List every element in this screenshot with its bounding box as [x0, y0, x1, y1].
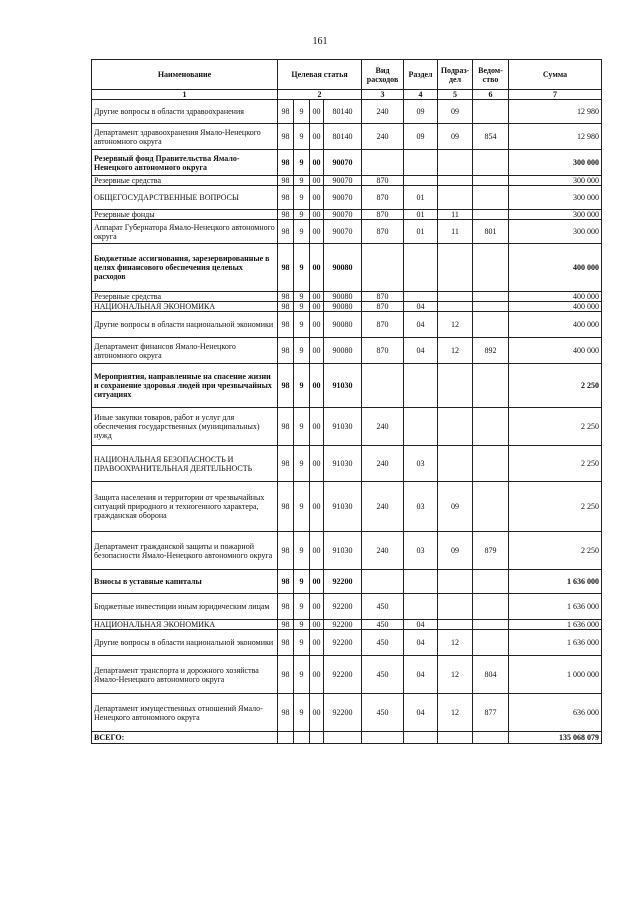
header-sum: Сумма: [509, 60, 602, 90]
row-name: НАЦИОНАЛЬНАЯ БЕЗОПАСНОСТЬ И ПРАВООХРАНИТЕЛЬНАЯ ДЕЯТЕЛЬНОСТЬ: [92, 446, 278, 482]
subsection-code: 12: [438, 312, 473, 338]
table-row: [92, 532, 602, 570]
subsection-code: [438, 594, 473, 620]
table-row: [92, 292, 602, 302]
section-code: [404, 570, 438, 594]
section-code: 04: [404, 620, 438, 630]
row-name: Иные закупки товаров, работ и услуг для обеспечения государственных (муниципальных) нужд: [92, 408, 278, 446]
table-row: [92, 620, 602, 630]
target-subprogram-code: 9: [294, 620, 310, 630]
target-program-code: 98: [278, 532, 294, 570]
expense-type-code: 870: [362, 312, 404, 338]
target-expense-code: 90070: [324, 186, 362, 210]
section-code: [404, 292, 438, 302]
total-row: [92, 732, 602, 744]
row-name: Взносы в уставные капиталы: [92, 570, 278, 594]
target-subprogram-code: 9: [294, 656, 310, 694]
target-expense-code: 92200: [324, 694, 362, 732]
department-code: [473, 186, 509, 210]
row-sum: 2 250: [509, 408, 602, 446]
table-row: [92, 124, 602, 150]
department-code: 801: [473, 220, 509, 244]
row-name: Бюджетные ассигнования, зарезервированные в целях финансового обеспечения целевых расходов: [92, 244, 278, 292]
row-name: Мероприятия, направленные на спасение жизни и сохранение здоровья людей при чрезвычайных ситуациях: [92, 364, 278, 408]
subsection-code: 09: [438, 532, 473, 570]
subsection-code: 09: [438, 482, 473, 532]
table-row: [92, 302, 602, 312]
table-row: [92, 338, 602, 364]
row-sum: 1 636 000: [509, 570, 602, 594]
target-direction-code: 00: [310, 244, 324, 292]
row-sum: 1 636 000: [509, 630, 602, 656]
subsection-code: 12: [438, 694, 473, 732]
target-direction-code: 00: [310, 176, 324, 186]
subsection-code: [438, 244, 473, 292]
row-sum: 300 000: [509, 186, 602, 210]
row-name: Защита населения и территории от чрезвычайных ситуаций природного и техногенного характера, гражданская оборона: [92, 482, 278, 532]
target-subprogram-code: 9: [294, 150, 310, 176]
target-direction-code: 00: [310, 100, 324, 124]
total-label: ВСЕГО:: [92, 732, 278, 744]
target-direction-code: 00: [310, 150, 324, 176]
expense-type-code: [362, 364, 404, 408]
target-program-code: 98: [278, 124, 294, 150]
subsection-code: [438, 408, 473, 446]
target-direction-code: 00: [310, 210, 324, 220]
target-program-code: 98: [278, 150, 294, 176]
target-expense-code: 91030: [324, 482, 362, 532]
section-code: [404, 364, 438, 408]
subsection-code: 11: [438, 210, 473, 220]
target-subprogram-code: 9: [294, 210, 310, 220]
row-name: НАЦИОНАЛЬНАЯ ЭКОНОМИКА: [92, 302, 278, 312]
column-number: 1: [92, 90, 278, 100]
subsection-code: [438, 186, 473, 210]
target-direction-code: 00: [310, 630, 324, 656]
target-program-code: 98: [278, 210, 294, 220]
expense-type-code: 870: [362, 292, 404, 302]
target-expense-code: 90070: [324, 220, 362, 244]
target-program-code: 98: [278, 292, 294, 302]
target-direction-code: 00: [310, 124, 324, 150]
row-name: Резервный фонд Правительства Ямало-Ненецкого автономного округа: [92, 150, 278, 176]
row-name: Департамент гражданской защиты и пожарной безопасности Ямало-Ненецкого автономного округа: [92, 532, 278, 570]
section-code: [404, 150, 438, 176]
table-row: [92, 100, 602, 124]
target-program-code: 98: [278, 244, 294, 292]
department-code: [473, 292, 509, 302]
target-direction-code: 00: [310, 292, 324, 302]
subsection-code: 11: [438, 220, 473, 244]
column-number: 7: [509, 90, 602, 100]
table-row: [92, 312, 602, 338]
header-department: Ведом-ство: [473, 60, 509, 90]
department-code: [473, 302, 509, 312]
department-code: [473, 630, 509, 656]
department-code: 854: [473, 124, 509, 150]
row-sum: 300 000: [509, 176, 602, 186]
target-direction-code: 00: [310, 482, 324, 532]
target-program-code: 98: [278, 594, 294, 620]
row-name: Резервные фонды: [92, 210, 278, 220]
row-sum: 2 250: [509, 364, 602, 408]
subsection-code: [438, 302, 473, 312]
column-number-row: [92, 90, 602, 100]
subsection-code: [438, 176, 473, 186]
table-row: [92, 244, 602, 292]
target-program-code: 98: [278, 482, 294, 532]
row-sum: 400 000: [509, 292, 602, 302]
expense-type-code: 870: [362, 176, 404, 186]
target-program-code: 98: [278, 364, 294, 408]
target-program-code: 98: [278, 408, 294, 446]
table-row: [92, 408, 602, 446]
page-number: 161: [312, 36, 328, 47]
target-subprogram-code: 9: [294, 186, 310, 210]
row-name: Бюджетные инвестиции иным юридическим лицам: [92, 594, 278, 620]
subsection-code: [438, 364, 473, 408]
target-expense-code: 92200: [324, 620, 362, 630]
header-target-article: Целевая статья: [278, 60, 362, 90]
row-sum: 400 000: [509, 338, 602, 364]
column-number: 3: [362, 90, 404, 100]
target-direction-code: 00: [310, 186, 324, 210]
section-code: 09: [404, 124, 438, 150]
row-sum: 400 000: [509, 302, 602, 312]
target-expense-code: 91030: [324, 408, 362, 446]
target-subprogram-code: 9: [294, 292, 310, 302]
subsection-code: [438, 620, 473, 630]
target-direction-code: 00: [310, 532, 324, 570]
target-expense-code: 90080: [324, 292, 362, 302]
table-row: [92, 150, 602, 176]
target-expense-code: 90080: [324, 312, 362, 338]
section-code: 01: [404, 186, 438, 210]
subsection-code: 12: [438, 630, 473, 656]
row-name: Департамент имущественных отношений Ямало-Ненецкого автономного округа: [92, 694, 278, 732]
row-name: Департамент здравоохранения Ямало-Ненецкого автономного округа: [92, 124, 278, 150]
target-subprogram-code: 9: [294, 532, 310, 570]
department-code: [473, 176, 509, 186]
header-row: [92, 60, 602, 90]
target-direction-code: 00: [310, 570, 324, 594]
target-expense-code: 91030: [324, 364, 362, 408]
expense-type-code: 450: [362, 694, 404, 732]
row-sum: 2 250: [509, 446, 602, 482]
target-direction-code: 00: [310, 338, 324, 364]
table-row: [92, 364, 602, 408]
section-code: 09: [404, 100, 438, 124]
section-code: 04: [404, 338, 438, 364]
expense-type-code: 240: [362, 124, 404, 150]
table-row: [92, 186, 602, 210]
target-program-code: 98: [278, 100, 294, 124]
total-sum: 135 068 079: [509, 732, 602, 744]
target-subprogram-code: 9: [294, 100, 310, 124]
target-program-code: 98: [278, 446, 294, 482]
expense-type-code: 240: [362, 100, 404, 124]
expense-type-code: [362, 150, 404, 176]
department-code: [473, 100, 509, 124]
target-expense-code: 80140: [324, 100, 362, 124]
target-subprogram-code: 9: [294, 482, 310, 532]
row-name: Департамент транспорта и дорожного хозяйства Ямало-Ненецкого автономного округа: [92, 656, 278, 694]
target-expense-code: 90080: [324, 244, 362, 292]
subsection-code: 12: [438, 656, 473, 694]
target-expense-code: 91030: [324, 532, 362, 570]
row-sum: 300 000: [509, 210, 602, 220]
row-sum: 2 250: [509, 532, 602, 570]
department-code: [473, 364, 509, 408]
expense-type-code: 240: [362, 532, 404, 570]
department-code: [473, 408, 509, 446]
target-program-code: 98: [278, 338, 294, 364]
target-direction-code: 00: [310, 312, 324, 338]
section-code: 04: [404, 694, 438, 732]
target-expense-code: 92200: [324, 630, 362, 656]
row-sum: 400 000: [509, 244, 602, 292]
target-expense-code: 91030: [324, 446, 362, 482]
subsection-code: 12: [438, 338, 473, 364]
row-sum: 1 000 000: [509, 656, 602, 694]
column-number: 5: [438, 90, 473, 100]
target-program-code: 98: [278, 630, 294, 656]
header-expense-type: Вид расходов: [362, 60, 404, 90]
expense-type-code: 870: [362, 186, 404, 210]
target-subprogram-code: 9: [294, 244, 310, 292]
department-code: [473, 150, 509, 176]
target-subprogram-code: 9: [294, 408, 310, 446]
target-program-code: 98: [278, 620, 294, 630]
budget-table: [91, 59, 602, 744]
expense-type-code: 450: [362, 656, 404, 694]
target-expense-code: 92200: [324, 594, 362, 620]
department-code: [473, 594, 509, 620]
department-code: 804: [473, 656, 509, 694]
target-subprogram-code: 9: [294, 694, 310, 732]
section-code: 03: [404, 532, 438, 570]
subsection-code: [438, 292, 473, 302]
target-program-code: 98: [278, 312, 294, 338]
header-name: Наименование: [92, 60, 278, 90]
row-name: Другие вопросы в области национальной экономики: [92, 630, 278, 656]
department-code: [473, 312, 509, 338]
column-number: 6: [473, 90, 509, 100]
section-code: 04: [404, 312, 438, 338]
department-code: [473, 210, 509, 220]
row-sum: 2 250: [509, 482, 602, 532]
target-direction-code: 00: [310, 220, 324, 244]
target-expense-code: 90070: [324, 210, 362, 220]
target-program-code: 98: [278, 176, 294, 186]
target-expense-code: 90070: [324, 150, 362, 176]
row-name: ОБЩЕГОСУДАРСТВЕННЫЕ ВОПРОСЫ: [92, 186, 278, 210]
target-subprogram-code: 9: [294, 312, 310, 338]
row-sum: 400 000: [509, 312, 602, 338]
department-code: [473, 570, 509, 594]
target-expense-code: 92200: [324, 570, 362, 594]
row-sum: 300 000: [509, 150, 602, 176]
target-program-code: 98: [278, 302, 294, 312]
row-sum: 636 000: [509, 694, 602, 732]
expense-type-code: 870: [362, 302, 404, 312]
expense-type-code: 240: [362, 482, 404, 532]
department-code: [473, 620, 509, 630]
target-direction-code: 00: [310, 694, 324, 732]
table-row: [92, 220, 602, 244]
target-direction-code: 00: [310, 594, 324, 620]
target-direction-code: 00: [310, 302, 324, 312]
row-sum: 1 636 000: [509, 594, 602, 620]
row-name: Аппарат Губернатора Ямало-Ненецкого автономного округа: [92, 220, 278, 244]
table-row: [92, 482, 602, 532]
target-subprogram-code: 9: [294, 364, 310, 408]
expense-type-code: [362, 244, 404, 292]
row-name: Другие вопросы в области национальной экономики: [92, 312, 278, 338]
department-code: [473, 244, 509, 292]
table-row: [92, 694, 602, 732]
expense-type-code: 450: [362, 620, 404, 630]
target-expense-code: 90080: [324, 302, 362, 312]
subsection-code: [438, 446, 473, 482]
section-code: 03: [404, 482, 438, 532]
subsection-code: [438, 570, 473, 594]
subsection-code: 09: [438, 100, 473, 124]
section-code: 01: [404, 210, 438, 220]
target-subprogram-code: 9: [294, 220, 310, 244]
row-name: Департамент финансов Ямало-Ненецкого автономного округа: [92, 338, 278, 364]
table-row: [92, 210, 602, 220]
expense-type-code: 870: [362, 338, 404, 364]
table-row: [92, 630, 602, 656]
header-subsection: Подраз-дел: [438, 60, 473, 90]
department-code: [473, 482, 509, 532]
section-code: [404, 594, 438, 620]
target-direction-code: 00: [310, 620, 324, 630]
expense-type-code: 240: [362, 408, 404, 446]
target-direction-code: 00: [310, 364, 324, 408]
row-sum: 1 636 000: [509, 620, 602, 630]
section-code: 01: [404, 220, 438, 244]
row-name: НАЦИОНАЛЬНАЯ ЭКОНОМИКА: [92, 620, 278, 630]
subsection-code: [438, 150, 473, 176]
target-expense-code: 92200: [324, 656, 362, 694]
section-code: 03: [404, 446, 438, 482]
section-code: [404, 408, 438, 446]
department-code: 879: [473, 532, 509, 570]
table-row: [92, 176, 602, 186]
target-program-code: 98: [278, 694, 294, 732]
section-code: [404, 244, 438, 292]
expense-type-code: 870: [362, 210, 404, 220]
target-subprogram-code: 9: [294, 124, 310, 150]
department-code: 877: [473, 694, 509, 732]
subsection-code: 09: [438, 124, 473, 150]
target-subprogram-code: 9: [294, 594, 310, 620]
target-subprogram-code: 9: [294, 446, 310, 482]
target-direction-code: 00: [310, 446, 324, 482]
target-program-code: 98: [278, 656, 294, 694]
expense-type-code: 870: [362, 220, 404, 244]
target-expense-code: 80140: [324, 124, 362, 150]
target-expense-code: 90080: [324, 338, 362, 364]
table-row: [92, 446, 602, 482]
section-code: [404, 176, 438, 186]
department-code: [473, 446, 509, 482]
expense-type-code: [362, 570, 404, 594]
section-code: 04: [404, 302, 438, 312]
column-number: 4: [404, 90, 438, 100]
target-subprogram-code: 9: [294, 176, 310, 186]
row-name: Резервные средства: [92, 292, 278, 302]
table-row: [92, 570, 602, 594]
target-direction-code: 00: [310, 408, 324, 446]
section-code: 04: [404, 656, 438, 694]
target-subprogram-code: 9: [294, 630, 310, 656]
row-name: Другие вопросы в области здравоохранения: [92, 100, 278, 124]
target-direction-code: 00: [310, 656, 324, 694]
row-sum: 12 980: [509, 124, 602, 150]
row-sum: 12 980: [509, 100, 602, 124]
column-number: 2: [278, 90, 362, 100]
expense-type-code: 450: [362, 630, 404, 656]
header-section: Раздел: [404, 60, 438, 90]
expense-type-code: 450: [362, 594, 404, 620]
target-subprogram-code: 9: [294, 338, 310, 364]
target-program-code: 98: [278, 220, 294, 244]
expense-type-code: 240: [362, 446, 404, 482]
target-program-code: 98: [278, 186, 294, 210]
target-program-code: 98: [278, 570, 294, 594]
target-subprogram-code: 9: [294, 302, 310, 312]
target-subprogram-code: 9: [294, 570, 310, 594]
table-row: [92, 656, 602, 694]
target-expense-code: 90070: [324, 176, 362, 186]
row-name: Резервные средства: [92, 176, 278, 186]
section-code: 04: [404, 630, 438, 656]
table-row: [92, 594, 602, 620]
row-sum: 300 000: [509, 220, 602, 244]
department-code: 892: [473, 338, 509, 364]
